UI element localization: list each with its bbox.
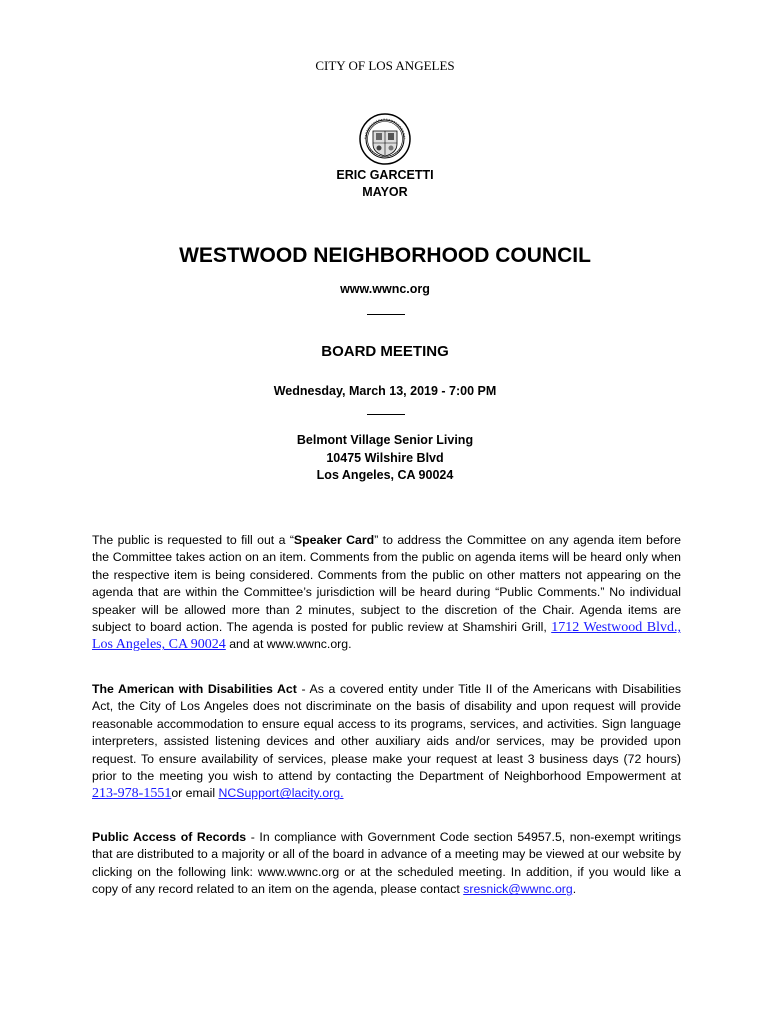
mayor-name: ERIC GARCETTI	[336, 168, 434, 182]
speaker-card-label: Speaker Card	[293, 533, 375, 547]
public-comment-paragraph	[92, 532, 681, 654]
paragraph-text: and at www.wwnc.org.	[225, 637, 352, 652]
records-heading: Public Access of Records	[92, 830, 247, 844]
mayor-title: MAYOR	[362, 185, 408, 199]
venue-address-line1: 10475 Wilshire Blvd	[326, 451, 444, 465]
paragraph-text: .	[572, 882, 577, 897]
public-records-paragraph	[92, 829, 681, 899]
divider	[367, 314, 405, 315]
ada-heading: The American with Disabilities Act	[92, 682, 297, 696]
paragraph-text: - In compliance with Government Code section 54957.5, non-exempt writings that are distributed to a majority or all of the board in advance of a meeting may be viewed at our website by clicking on the following link: www.wwnc.org or at the scheduled meeting. In addition, if you would like a copy of any record related to an item on the agenda, please contact	[92, 830, 682, 897]
contact-email-link[interactable]: sresnick@wwnc.org	[463, 882, 573, 897]
meeting-title: BOARD MEETING	[321, 343, 449, 360]
phone-link[interactable]: 213-978-1551	[92, 786, 172, 802]
council-name: WESTWOOD NEIGHBORHOOD COUNCIL	[179, 244, 591, 267]
city-seal-icon	[359, 113, 411, 165]
venue-name: Belmont Village Senior Living	[296, 433, 474, 447]
paragraph-text: ” to address the Committee on any agenda item before the Committee takes action on an item. Comments from the public on agenda items will be heard only when the respective item is being considered. Comments from the public on other matters not appearing on the agenda that are within the Committee’s jurisdiction will be heard during “Public Comments.” No individual speaker will be allowed more than 2 minutes, subject to the discretion of the Chair. Agenda items are subject to board action. The agenda is posted for public review at Shamshiri Grill,	[92, 533, 681, 635]
ncsupport-email-link[interactable]: NCSupport@lacity.org.	[218, 786, 344, 801]
ada-paragraph	[92, 681, 681, 803]
meeting-datetime: Wednesday, March 13, 2019 - 7:00 PM	[273, 384, 497, 398]
paragraph-text: - As a covered entity under Title II of the Americans with Disabilities Act, the City of Los Angeles does not discriminate on the basis of disability and upon request will provide reasonable accommodation to ensure equal access to its programs, services, and activities. Sign language interpreters, assisted listening devices and other auxiliary aids and/or services, may be provided upon request. To ensure availability of services, please make your request at least 3 business days (72 hours) prior to the meeting you wish to attend by contacting the Department of Neighborhood Empowerment at	[92, 682, 681, 784]
venue-address-link[interactable]: 1712 Westwood Blvd., Los Angeles, CA 90024	[92, 620, 681, 653]
paragraph-text: The public is requested to fill out a “	[92, 533, 294, 547]
city-header: CITY OF LOS ANGELES	[315, 58, 455, 73]
paragraph-text: or email	[171, 786, 219, 801]
venue-address-line2: Los Angeles, CA 90024	[316, 468, 454, 482]
council-website: www.wwnc.org	[340, 282, 430, 296]
divider	[367, 414, 405, 415]
